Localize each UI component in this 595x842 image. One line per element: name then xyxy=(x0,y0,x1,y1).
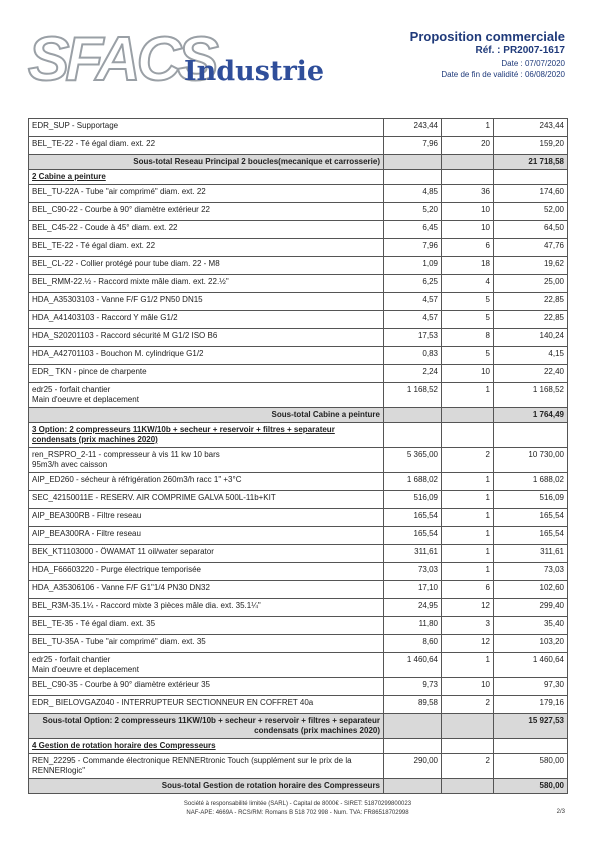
subtotal-amount: 15 927,53 xyxy=(494,714,568,739)
item-label: BEL_TE-35 - Té égal diam. ext. 35 xyxy=(32,619,156,628)
item-label: BEL_TE-22 - Té égal diam. ext. 22 xyxy=(32,139,156,148)
quote-lines-table xyxy=(28,118,568,794)
quantity: 1 xyxy=(442,491,494,509)
line-total: 64,50 xyxy=(494,221,568,239)
quantity: 1 xyxy=(442,545,494,563)
line-total: 516,09 xyxy=(494,491,568,509)
empty-cell xyxy=(384,408,442,423)
line-item-row xyxy=(29,221,568,239)
line-total: 22,40 xyxy=(494,365,568,383)
empty-cell xyxy=(442,739,494,754)
line-item-row xyxy=(29,491,568,509)
line-total: 179,16 xyxy=(494,696,568,714)
quantity: 1 xyxy=(442,473,494,491)
unit-price: 4,85 xyxy=(384,185,442,203)
quantity: 5 xyxy=(442,311,494,329)
empty-cell xyxy=(384,423,442,448)
section-title: 3 Option: 2 compresseurs 11KW/10b + secheur + reservoir + filtres + separateur condensats (prix machines 2020) xyxy=(29,423,384,448)
item-description xyxy=(29,347,384,365)
section-row xyxy=(29,170,568,185)
line-item-row xyxy=(29,119,568,137)
item-description xyxy=(29,221,384,239)
page-number: 2/3 xyxy=(556,809,565,815)
item-label: ren_RSPRO_2-11 - compresseur à vis 11 kw 10 bars xyxy=(32,450,220,459)
empty-cell xyxy=(384,739,442,754)
quantity: 10 xyxy=(442,203,494,221)
section-title: 4 Gestion de rotation horaire des Compresseurs xyxy=(29,739,384,754)
subtotal-row xyxy=(29,779,568,794)
document-reference: Réf. : PR2007-1617 xyxy=(475,45,565,56)
item-description xyxy=(29,119,384,137)
line-item-row xyxy=(29,653,568,678)
unit-price: 8,60 xyxy=(384,635,442,653)
item-description xyxy=(29,653,384,678)
item-description xyxy=(29,329,384,347)
unit-price: 17,10 xyxy=(384,581,442,599)
item-label: EDR_SUP - Supportage xyxy=(32,121,119,130)
item-description xyxy=(29,311,384,329)
item-label: BEK_KT1103000 - ÖWAMAT 11 oil/water separator xyxy=(32,547,214,556)
line-total: 97,30 xyxy=(494,678,568,696)
unit-price: 73,03 xyxy=(384,563,442,581)
quantity: 12 xyxy=(442,599,494,617)
document-title: Proposition commerciale xyxy=(409,29,565,44)
quantity: 18 xyxy=(442,257,494,275)
line-item-row xyxy=(29,635,568,653)
line-total: 140,24 xyxy=(494,329,568,347)
line-item-row xyxy=(29,185,568,203)
line-total: 52,00 xyxy=(494,203,568,221)
item-label: SEC_42150011E - RESERV. AIR COMPRIME GALVA 500L-11b+KIT xyxy=(32,493,276,502)
item-description xyxy=(29,527,384,545)
unit-price: 516,09 xyxy=(384,491,442,509)
unit-price: 89,58 xyxy=(384,696,442,714)
line-item-row xyxy=(29,448,568,473)
line-total: 1 460,64 xyxy=(494,653,568,678)
item-description xyxy=(29,563,384,581)
subtotal-label: Sous-total Reseau Principal 2 boucles(mecanique et carrosserie) xyxy=(29,155,384,170)
empty-cell xyxy=(384,170,442,185)
empty-cell xyxy=(442,779,494,794)
line-total: 159,20 xyxy=(494,137,568,155)
item-label: HDA_A35303103 - Vanne F/F G1/2 PN50 DN15 xyxy=(32,295,203,304)
line-total: 102,60 xyxy=(494,581,568,599)
empty-cell xyxy=(442,408,494,423)
logo-mark: SFACS xyxy=(28,25,215,94)
line-total: 19,62 xyxy=(494,257,568,275)
line-total: 299,40 xyxy=(494,599,568,617)
item-label: HDA_A41403103 - Raccord Y mâle G1/2 xyxy=(32,313,178,322)
line-item-row xyxy=(29,678,568,696)
unit-price: 5,20 xyxy=(384,203,442,221)
line-item-row xyxy=(29,347,568,365)
item-detail: Main d'oeuvre et deplacement xyxy=(32,665,139,674)
quantity: 2 xyxy=(442,754,494,779)
line-item-row xyxy=(29,545,568,563)
quantity: 10 xyxy=(442,678,494,696)
quantity: 10 xyxy=(442,221,494,239)
subtotal-row xyxy=(29,408,568,423)
line-item-row xyxy=(29,293,568,311)
item-label: BEL_RMM-22.½ - Raccord mixte mâle diam. ext. 22.½" xyxy=(32,277,229,286)
quantity: 1 xyxy=(442,653,494,678)
line-item-row xyxy=(29,275,568,293)
quantity: 20 xyxy=(442,137,494,155)
quantity: 1 xyxy=(442,527,494,545)
item-detail: 95m3/h avec caisson xyxy=(32,460,108,469)
item-description xyxy=(29,545,384,563)
quantity: 2 xyxy=(442,696,494,714)
line-item-row xyxy=(29,581,568,599)
line-item-row xyxy=(29,239,568,257)
item-label: BEL_TE-22 - Té égal diam. ext. 22 xyxy=(32,241,156,250)
item-description xyxy=(29,275,384,293)
line-total: 174,60 xyxy=(494,185,568,203)
document-header xyxy=(410,29,565,80)
unit-price: 7,96 xyxy=(384,239,442,257)
item-label: BEL_TU-22A - Tube "air comprimé" diam. ext. 22 xyxy=(32,187,206,196)
item-description xyxy=(29,754,384,779)
empty-cell xyxy=(384,155,442,170)
item-description xyxy=(29,257,384,275)
unit-price: 243,44 xyxy=(384,119,442,137)
item-label: AIP_BEA300RA - Filtre reseau xyxy=(32,529,141,538)
section-row xyxy=(29,423,568,448)
line-item-row xyxy=(29,563,568,581)
item-description xyxy=(29,599,384,617)
item-label: BEL_C45-22 - Coude à 45° diam. ext. 22 xyxy=(32,223,178,232)
line-total: 73,03 xyxy=(494,563,568,581)
unit-price: 7,96 xyxy=(384,137,442,155)
line-item-row xyxy=(29,365,568,383)
quantity: 12 xyxy=(442,635,494,653)
unit-price: 165,54 xyxy=(384,527,442,545)
line-total: 103,20 xyxy=(494,635,568,653)
line-item-row xyxy=(29,617,568,635)
line-total: 165,54 xyxy=(494,527,568,545)
item-label: HDA_F66603220 - Purge électrique temporisée xyxy=(32,565,201,574)
item-label: HDA_S20201103 - Raccord sécurité M G1/2 ISO B6 xyxy=(32,331,218,340)
unit-price: 11,80 xyxy=(384,617,442,635)
section-row xyxy=(29,739,568,754)
quantity: 1 xyxy=(442,383,494,408)
item-description xyxy=(29,239,384,257)
quantity: 36 xyxy=(442,185,494,203)
item-label: REN_22295 - Commande électronique RENNERtronic Touch (supplément sur le prix de la RENNERlogic" xyxy=(32,756,352,775)
quantity: 6 xyxy=(442,239,494,257)
unit-price: 9,73 xyxy=(384,678,442,696)
quantity: 8 xyxy=(442,329,494,347)
item-label: edr25 - forfait chantier xyxy=(32,655,111,664)
subtotal-row xyxy=(29,714,568,739)
line-total: 311,61 xyxy=(494,545,568,563)
document-date: Date : 07/07/2020 xyxy=(501,59,565,68)
line-total: 10 730,00 xyxy=(494,448,568,473)
subtotal-amount: 21 718,58 xyxy=(494,155,568,170)
quote-lines-body xyxy=(29,119,568,794)
line-item-row xyxy=(29,311,568,329)
footer-line-2: NAF-APE: 4669A - RCS/RM: Romans B 518 702 998 - Num. TVA: FR86518702998 xyxy=(186,810,409,816)
item-description xyxy=(29,473,384,491)
item-label: HDA_A35306106 - Vanne F/F G1"1/4 PN30 DN32 xyxy=(32,583,210,592)
line-total: 1 168,52 xyxy=(494,383,568,408)
unit-price: 2,24 xyxy=(384,365,442,383)
line-total: 165,54 xyxy=(494,509,568,527)
item-description xyxy=(29,203,384,221)
line-item-row xyxy=(29,329,568,347)
unit-price: 17,53 xyxy=(384,329,442,347)
unit-price: 311,61 xyxy=(384,545,442,563)
quantity: 5 xyxy=(442,347,494,365)
line-total: 1 688,02 xyxy=(494,473,568,491)
item-description xyxy=(29,509,384,527)
line-total: 243,44 xyxy=(494,119,568,137)
unit-price: 6,25 xyxy=(384,275,442,293)
item-label: BEL_CL-22 - Collier protégé pour tube diam. 22 - M8 xyxy=(32,259,220,268)
unit-price: 6,45 xyxy=(384,221,442,239)
item-description xyxy=(29,696,384,714)
unit-price: 4,57 xyxy=(384,311,442,329)
empty-cell xyxy=(442,155,494,170)
footer-line-1: Société à responsabilité limitée (SARL) - Capital de 8000€ - SIRET: 51870299800023 xyxy=(183,801,412,807)
unit-price: 165,54 xyxy=(384,509,442,527)
line-item-row xyxy=(29,203,568,221)
line-item-row xyxy=(29,257,568,275)
empty-cell xyxy=(442,423,494,448)
line-item-row xyxy=(29,137,568,155)
unit-price: 290,00 xyxy=(384,754,442,779)
line-total: 22,85 xyxy=(494,293,568,311)
item-label: AIP_ED260 - sécheur à réfrigération 260m3/h racc 1" +3°C xyxy=(32,475,242,484)
empty-cell xyxy=(384,779,442,794)
item-description xyxy=(29,491,384,509)
logo-subtitle: Industrie xyxy=(184,56,325,87)
item-label: BEL_C90-22 - Courbe à 90° diamètre extérieur 22 xyxy=(32,205,210,214)
legal-footer xyxy=(0,800,595,818)
line-item-row xyxy=(29,509,568,527)
empty-cell xyxy=(442,170,494,185)
line-total: 22,85 xyxy=(494,311,568,329)
line-total: 47,76 xyxy=(494,239,568,257)
subtotal-row xyxy=(29,155,568,170)
subtotal-label: Sous-total Option: 2 compresseurs 11KW/10b + secheur + reservoir + filtres + separateur condensats (prix machines 2020) xyxy=(29,714,384,739)
item-label: AIP_BEA300RB - Filtre reseau xyxy=(32,511,142,520)
quantity: 1 xyxy=(442,563,494,581)
item-description xyxy=(29,635,384,653)
item-description xyxy=(29,137,384,155)
empty-cell xyxy=(494,739,568,754)
item-description xyxy=(29,617,384,635)
subtotal-amount: 580,00 xyxy=(494,779,568,794)
unit-price: 1 168,52 xyxy=(384,383,442,408)
item-description xyxy=(29,383,384,408)
section-title: 2 Cabine a peinture xyxy=(29,170,384,185)
empty-cell xyxy=(494,423,568,448)
item-label: edr25 - forfait chantier xyxy=(32,385,111,394)
quantity: 1 xyxy=(442,119,494,137)
line-item-row xyxy=(29,383,568,408)
item-description xyxy=(29,185,384,203)
line-total: 25,00 xyxy=(494,275,568,293)
item-label: BEL_R3M-35.1¼ - Raccord mixte 3 pièces mâle dia. ext. 35.1¼" xyxy=(32,601,261,610)
line-total: 580,00 xyxy=(494,754,568,779)
unit-price: 24,95 xyxy=(384,599,442,617)
empty-cell xyxy=(442,714,494,739)
item-description xyxy=(29,293,384,311)
item-label: EDR_ TKN - pince de charpente xyxy=(32,367,147,376)
quantity: 1 xyxy=(442,509,494,527)
empty-cell xyxy=(494,170,568,185)
quantity: 6 xyxy=(442,581,494,599)
item-label: HDA_A42701103 - Bouchon M. cylindrique G1/2 xyxy=(32,349,204,358)
line-item-row xyxy=(29,754,568,779)
quantity: 3 xyxy=(442,617,494,635)
unit-price: 0,83 xyxy=(384,347,442,365)
item-description xyxy=(29,448,384,473)
unit-price: 5 365,00 xyxy=(384,448,442,473)
item-label: BEL_TU-35A - Tube "air comprimé" diam. ext. 35 xyxy=(32,637,206,646)
item-description xyxy=(29,678,384,696)
line-item-row xyxy=(29,527,568,545)
unit-price: 1 460,64 xyxy=(384,653,442,678)
unit-price: 4,57 xyxy=(384,293,442,311)
subtotal-label: Sous-total Cabine a peinture xyxy=(29,408,384,423)
document-validity-date: Date de fin de validité : 06/08/2020 xyxy=(441,70,565,79)
line-total: 35,40 xyxy=(494,617,568,635)
unit-price: 1,09 xyxy=(384,257,442,275)
item-description xyxy=(29,581,384,599)
empty-cell xyxy=(384,714,442,739)
item-label: BEL_C90-35 - Courbe à 90° diamètre extérieur 35 xyxy=(32,680,210,689)
subtotal-label: Sous-total Gestion de rotation horaire des Compresseurs xyxy=(29,779,384,794)
line-item-row xyxy=(29,599,568,617)
item-description xyxy=(29,365,384,383)
quantity: 4 xyxy=(442,275,494,293)
quantity: 2 xyxy=(442,448,494,473)
line-item-row xyxy=(29,473,568,491)
unit-price: 1 688,02 xyxy=(384,473,442,491)
quantity: 10 xyxy=(442,365,494,383)
item-label: EDR_ BIELOVGAZ040 - INTERRUPTEUR SECTIONNEUR EN COFFRET 40a xyxy=(32,698,314,707)
quantity: 5 xyxy=(442,293,494,311)
subtotal-amount: 1 764,49 xyxy=(494,408,568,423)
company-logo xyxy=(28,25,328,94)
line-total: 4,15 xyxy=(494,347,568,365)
item-detail: Main d'oeuvre et deplacement xyxy=(32,395,139,404)
line-item-row xyxy=(29,696,568,714)
